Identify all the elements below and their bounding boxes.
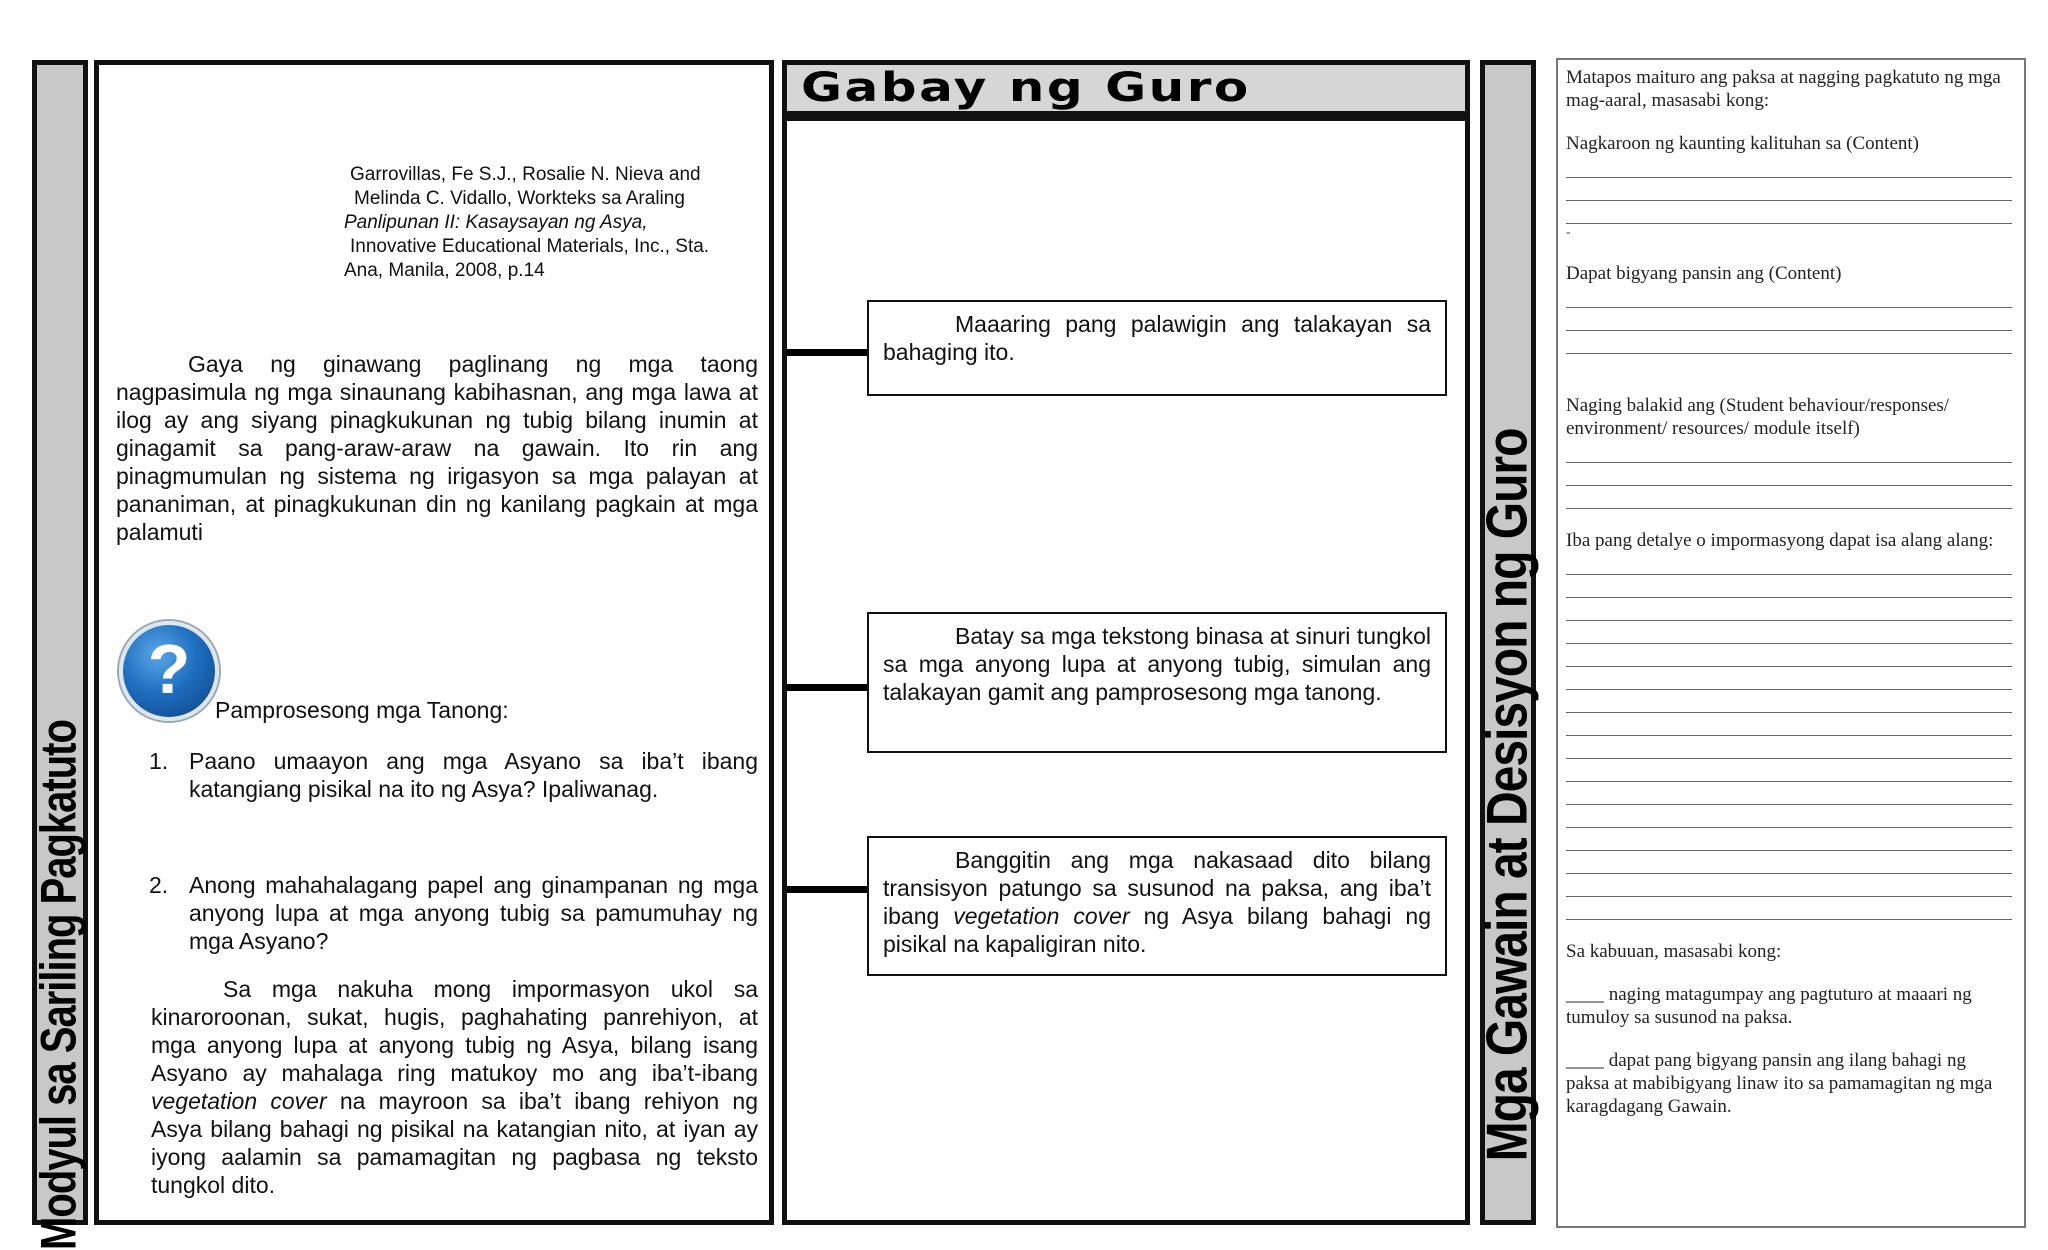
notes-section-barrier: Naging balakid ang (Student behaviour/responses/ environment/ resources/ module itself) (1566, 395, 1950, 439)
question-mark-icon: ? (119, 621, 219, 721)
write-line[interactable] (1566, 897, 2012, 920)
citation-line-2: Melinda C. Vidallo, Workteks sa Araling (354, 188, 685, 209)
write-line[interactable] (1566, 805, 2012, 828)
write-line[interactable] (1566, 667, 2012, 690)
sidebar-right-title: Mga Gawain at Desisyon ng Guro (1476, 428, 1540, 1162)
guide-header-title: Gabay ng Guro (801, 65, 1251, 111)
write-line[interactable] (1566, 759, 2012, 782)
question-number: 2. (149, 872, 169, 898)
write-line[interactable] (1566, 155, 2012, 178)
citation-line-3: Panlipunan II: Kasaysayan ng Asya, (344, 212, 648, 233)
connector-line-1 (787, 349, 867, 356)
notes-section-attention: Dapat bigyang pansin ang (Content) (1566, 263, 1842, 284)
question-text: Paano umaayon ang mga Asyano sa iba’t ibang katangiang pisikal na ito ng Asya? Ipaliwanag. (189, 748, 758, 802)
write-line[interactable] (1566, 331, 2012, 354)
guide-box-3 (867, 836, 1447, 976)
write-line[interactable] (1566, 690, 2012, 713)
paragraph-1: Gaya ng ginawang paglinang ng mga taong nagpasimula ng mga sinaunang kabihasnan, ang mga lawa at ilog ay ang siyang pinagkukunan ng tubig bilang inumin at ginagamit sa pang-araw-araw na gawain. Ito rin ang pinagmumulan ng sistema ng irigasyon sa mga palayan at pananiman, at pinagkukunan din ng kanilang pagkain at mga palamuti (116, 351, 758, 545)
citation-line-1: Garrovillas, Fe S.J., Rosalie N. Nieva and (350, 164, 701, 185)
paragraph-2-part-b: na mayroon sa iba’t ibang rehiyon ng Asya bilang bahagi ng pisikal na katangian nito, at iyan ay iyong aalamin sa pamamagitan ng pagbasa ng teksto tungkol dito. (151, 1088, 758, 1198)
notes-option-success: ____ naging matagumpay ang pagtuturo at maaari ng tumuloy sa susunod na paksa. (1566, 984, 1972, 1028)
sidebar-left (31, 60, 88, 1250)
paragraph-2-part-a: Sa mga nakuha mong impormasyon ukol sa kinaroroonan, sukat, hugis, paghahating panrehiyon, at mga anyong lupa at anyong tubig ng Asya, bilang isang Asyano ay mahalaga ring matukoy mo ang iba’t-ibang (151, 976, 758, 1086)
citation (344, 163, 752, 283)
write-line[interactable] (1566, 308, 2012, 331)
questions-label: Pamprosesong mga Tanong: (215, 697, 509, 723)
write-line[interactable] (1566, 644, 2012, 667)
question-item-1 (151, 747, 758, 803)
citation-line-4: Innovative Educational Materials, Inc., Sta. (350, 236, 710, 257)
guide-box-3-part-b: ng Asya bilang bahagi ng pisikal na kapaligiran nito. (883, 903, 1431, 957)
connector-line-2 (787, 684, 867, 691)
write-line[interactable] (1566, 851, 2012, 874)
write-line[interactable] (1566, 486, 2012, 509)
question-number: 1. (149, 748, 169, 774)
notes-dash: - (1566, 225, 1571, 240)
guide-box-2: Batay sa mga tekstong binasa at sinuri tungkol sa mga anyong lupa at anyong tubig, simulan ang talakayan gamit ang pamprosesong mga tanong. (867, 612, 1447, 753)
notes-intro: Matapos maituro ang paksa at nagging pagkatuto ng mga mag-aaral, masasabi kong: (1566, 67, 2001, 111)
paragraph-2 (151, 975, 758, 1199)
notes-section-other-details: Iba pang detalye o impormasyong dapat isa alang alang: (1566, 530, 1994, 551)
module-panel (94, 60, 774, 1225)
notes-summary: Sa kabuuan, masasabi kong: (1566, 941, 1782, 962)
guide-box-1: Maaaring pang palawigin ang talakayan sa bahaging ito. (867, 300, 1447, 396)
write-line[interactable] (1566, 736, 2012, 759)
notes-option-more-attention: ____ dapat pang bigyang pansin ang ilang bahagi ng paksa at mabibigyang linaw ito sa pamamagitan ng mga karagdagang Gawain. (1566, 1050, 1993, 1117)
write-line[interactable] (1566, 178, 2012, 201)
write-line[interactable] (1566, 621, 2012, 644)
question-item-2 (151, 871, 758, 955)
write-line[interactable] (1566, 713, 2012, 736)
notes-section-confusion: Nagkaroon ng kaunting kalituhan sa (Content) (1566, 133, 1920, 154)
write-line[interactable] (1566, 201, 2012, 224)
write-line[interactable] (1566, 575, 2012, 598)
write-line[interactable] (1566, 463, 2012, 486)
write-line[interactable] (1566, 782, 2012, 805)
write-line[interactable] (1566, 552, 2012, 575)
write-line[interactable] (1566, 598, 2012, 621)
sidebar-right (1476, 60, 1540, 1225)
write-line[interactable] (1566, 285, 2012, 308)
write-line[interactable] (1566, 874, 2012, 897)
connector-line-3 (787, 886, 867, 893)
write-line[interactable] (1566, 440, 2012, 463)
notes-panel (1556, 58, 2026, 1228)
guide-box-3-part-a: Banggitin ang mga nakasaad dito bilang transisyon patungo sa susunod na paksa, ang iba’t ibang (883, 847, 1431, 929)
question-text: Anong mahahalagang papel ang ginampanan ng mga anyong lupa at mga anyong tubig sa pamumuhay ng mga Asyano? (189, 872, 758, 954)
guide-header (782, 60, 1470, 116)
write-line[interactable] (1566, 828, 2012, 851)
paragraph-2-emphasis: vegetation cover (151, 1088, 327, 1114)
guide-panel (782, 116, 1470, 1225)
sidebar-left-title: Modyul sa Sariling Pagkatuto (31, 720, 87, 1250)
notes-content (1566, 66, 2012, 1118)
guide-box-3-emphasis: vegetation cover (953, 903, 1130, 929)
citation-line-5: Ana, Manila, 2008, p.14 (344, 260, 545, 281)
